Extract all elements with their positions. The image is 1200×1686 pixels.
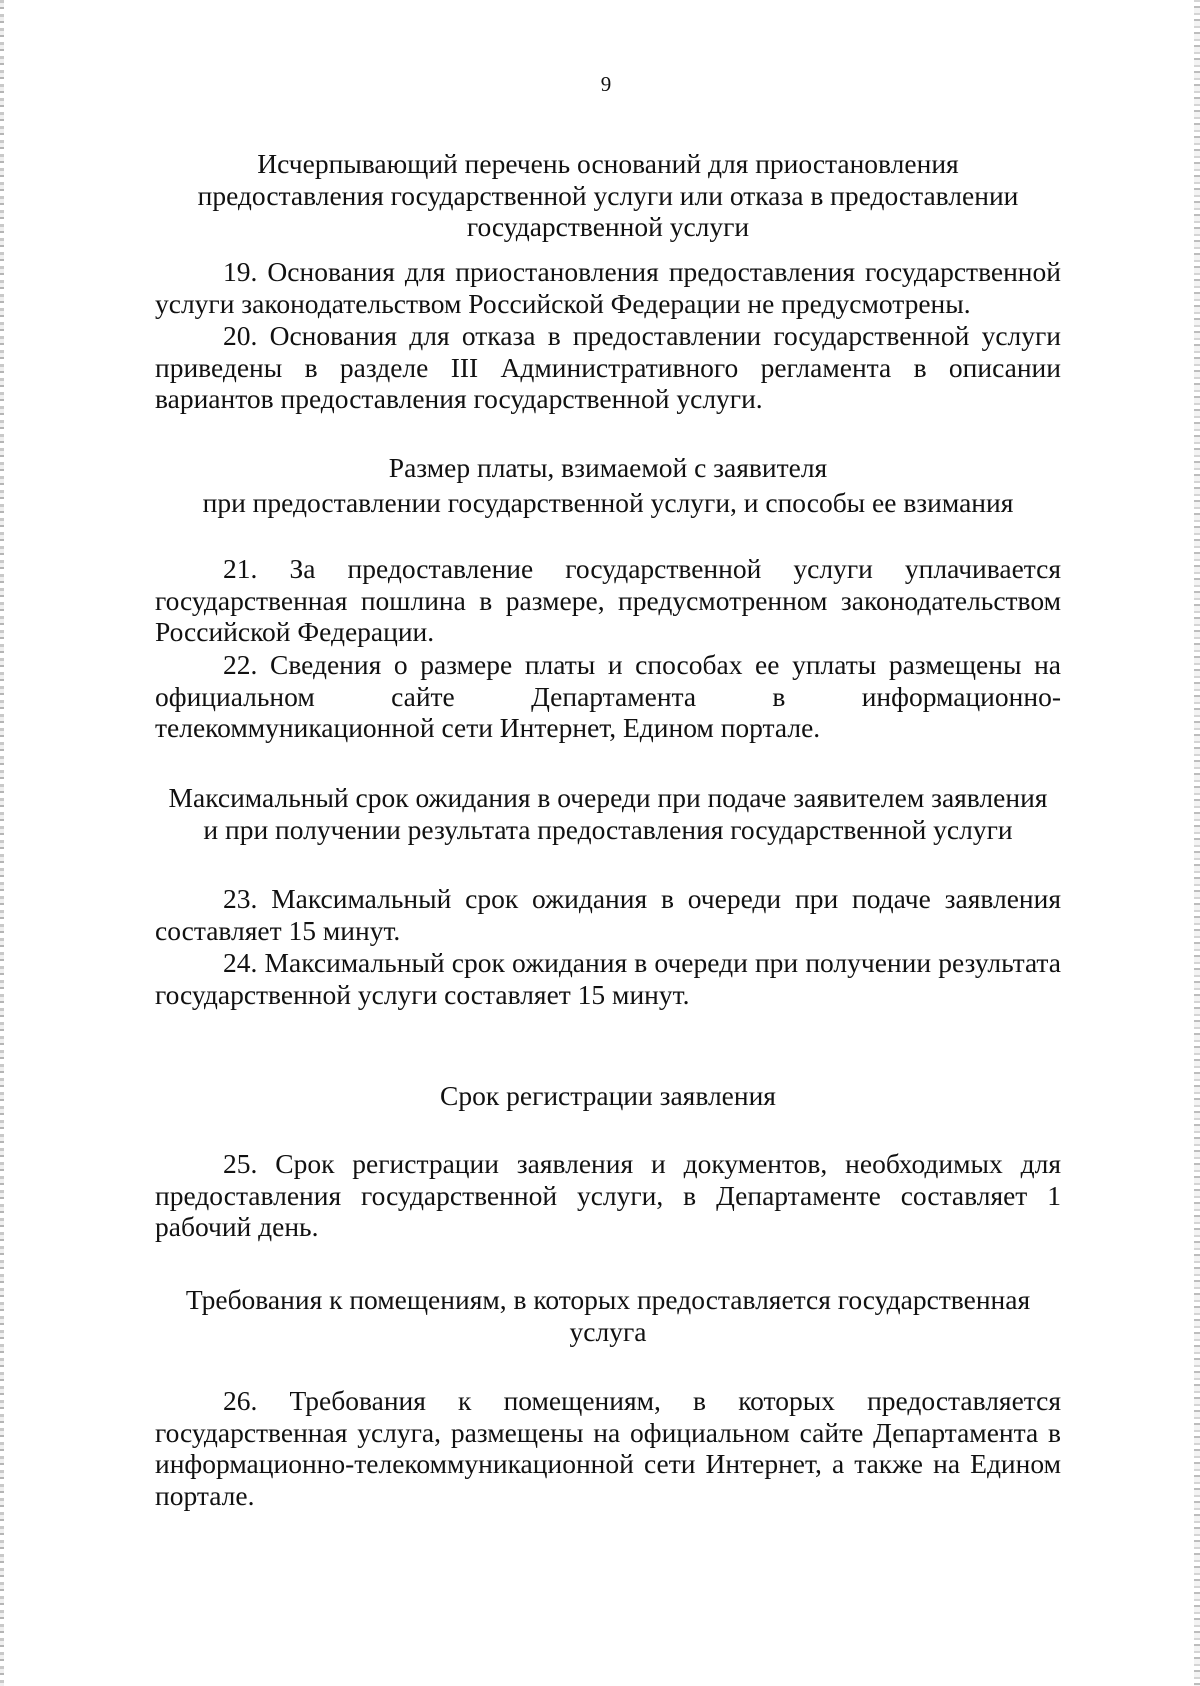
heading-line: Размер платы, взимаемой с заявителя (388, 452, 828, 483)
heading-line: услуга (569, 1315, 647, 1347)
heading-line: Требования к помещениям, в которых предоставляется государственная (185, 1284, 1031, 1315)
paragraph-25: 25. Срок регистрации заявления и документов, необходимых для предоставления государственной услуги, в Департаменте составляет 1 рабочий день. (155, 1148, 1061, 1242)
heading-line: Исчерпывающий перечень оснований для приостановления (257, 148, 959, 179)
heading-line: Максимальный срок ожидания в очереди при подаче заявителем заявления (168, 782, 1048, 813)
paragraph-24: 24. Максимальный срок ожидания в очереди при получении результата государственной услуги составляет 15 минут. (155, 947, 1061, 1010)
page-number: 9 (600, 72, 612, 96)
scan-edge-right (1194, 0, 1200, 1686)
heading-line: государственной услуги (466, 211, 750, 242)
section-heading-premises (155, 1284, 1061, 1347)
section-heading-queue (155, 782, 1061, 845)
heading-line: при предоставлении государственной услуги, и способы ее взимания (202, 486, 1014, 518)
paragraph-19: 19. Основания для приостановления предоставления государственной услуги законодательством Российской Федерации не предусмотрены. (155, 256, 1061, 319)
paragraph-22: 22. Сведения о размере платы и способах ее уплаты размещены на официальном сайте Департамента в информационно-телекоммуникационной сети Интернет, Едином портале. (155, 649, 1061, 743)
paragraph-20: 20. Основания для отказа в предоставлении государственной услуги приведены в разделе III Административного регламента в описании вариантов предоставления государственной услуги. (155, 320, 1061, 414)
section-heading-suspension (155, 148, 1061, 243)
paragraph-21: 21. За предоставление государственной услуги уплачивается государственная пошлина в размере, предусмотренном законодательством Российской Федерации. (155, 553, 1061, 647)
paragraph-26: 26. Требования к помещениям, в которых предоставляется государственная услуга, размещены на официальном сайте Департамента в информационно-телекоммуникационной сети Интернет, а также на Едином портале. (155, 1385, 1061, 1511)
heading-line: и при получении результата предоставления государственной услуги (203, 813, 1013, 845)
heading-line: Срок регистрации заявления (440, 1080, 776, 1111)
scan-edge-left (0, 0, 4, 1686)
section-heading-fee (155, 452, 1061, 518)
section-heading-registration (155, 1080, 1061, 1112)
heading-line: предоставления государственной услуги или отказа в предоставлении (197, 179, 1019, 211)
paragraph-23: 23. Максимальный срок ожидания в очереди при подаче заявления составляет 15 минут. (155, 883, 1061, 946)
